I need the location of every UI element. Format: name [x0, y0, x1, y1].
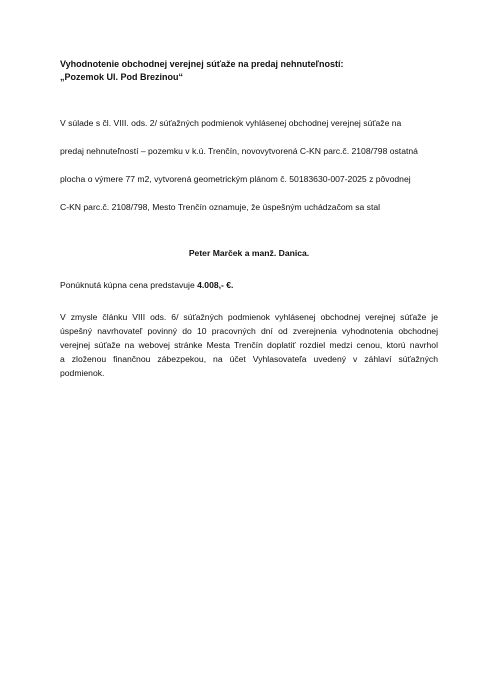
paragraph-line: plocha o výmere 77 m2, vytvorená geometrickým plánom č. 50183630-007-2025 z pôvodnej: [60, 174, 411, 184]
paragraph-line: verejnej súťaže na webovej stránke Mesta Trenčín doplatiť rozdiel medzi cenou, ktorú navrhol: [60, 340, 438, 350]
title-line-1: Vyhodnotenie obchodnej verejnej súťaže na predaj nehnuteľností:: [60, 59, 344, 69]
paragraph-line: V súlade s čl. VIII. ods. 2/ súťažných podmienok vyhlásenej obchodnej verejnej súťaže na: [60, 118, 402, 128]
paragraph-line: C-KN parc.č. 2108/798, Mesto Trenčín oznamuje, že úspešným uchádzačom sa stal: [60, 202, 381, 212]
obligation-paragraph: [60, 310, 438, 380]
title-line-2: „Pozemok Ul. Pod Brezinou“: [60, 71, 184, 82]
announcement-paragraph: [60, 102, 438, 228]
price-label: Ponúknutá kúpna cena predstavuje: [60, 280, 198, 290]
paragraph-line: a zloženou finančnou zábezpekou, na účet Vyhlasovateľa uvedený v záhlaví súťažných: [60, 354, 438, 364]
paragraph-line: úspešný navrhovateľ povinný do 10 pracovných dní od zverejnenia vyhodnotenia obchodnej: [60, 326, 438, 336]
paragraph-line: podmienok.: [60, 368, 105, 378]
winner-name: Peter Marček a manž. Danica.: [188, 248, 310, 258]
document-title: [60, 58, 438, 83]
paragraph-line: V zmysle článku VIII ods. 6/ súťažných podmienok vyhlásenej obchodnej verejnej súťaže je: [60, 312, 438, 322]
paragraph-line: predaj nehnuteľností – pozemku v k.ú. Trenčín, novovytvorená C-KN parc.č. 2108/798 ostatná: [60, 146, 418, 156]
document-body: [60, 58, 438, 380]
price-value: 4.008,- €.: [197, 280, 234, 290]
price-statement: [60, 278, 438, 292]
